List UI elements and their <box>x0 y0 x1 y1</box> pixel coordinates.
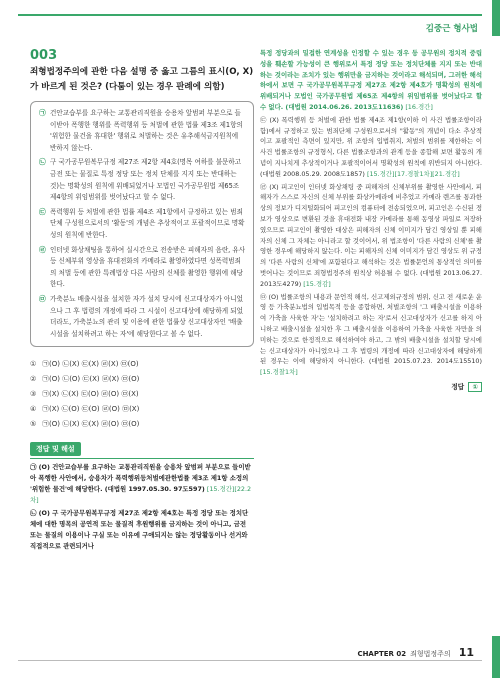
statement-text: 인터넷 화상채팅을 통하여 실시간으로 전송받은 피해자의 음란, 유사 등 신체부위 영상을 휴대전화의 카메라로 촬영하였다면 성폭력범죄의 처벌 등에 관한 특례법상 다른 사람의 신체를 촬영한 행위에 해당한다. <box>50 245 246 289</box>
statement-marker: ㉤ <box>39 294 46 303</box>
statement-text: 폭력행위 등 처벌에 관한 법률 제4조 제1항에서 규정하고 있는 범죄단체 구성원으로서의 '활동'의 개념은 추상적이고 포괄적이므로 명확성의 원칙에 반한다. <box>50 207 245 239</box>
statement-item <box>39 294 246 340</box>
explanation-paragraph <box>30 508 254 551</box>
answer-section-header: 정답 및 해설 <box>30 442 81 456</box>
footer-accent-stripe <box>492 636 500 678</box>
choice-text: ㉠(O) ㉡(X) ㉢(X) ㉣(O) ㉤(O) <box>42 420 140 429</box>
choice-text: ㉠(X) ㉡(O) ㉢(O) ㉣(O) ㉤(X) <box>42 405 140 414</box>
left-column <box>30 48 254 552</box>
question-text: 죄형법정주의에 관한 다음 설명 중 옳고 그름의 표시(O, X)가 바르게 된 것은? (다툼이 있는 경우 판례에 의함) <box>30 67 254 92</box>
exam-citation: [15.경감] <box>303 279 331 288</box>
exam-citation: [15.경간][22.2차] <box>30 484 252 504</box>
final-answer <box>260 382 482 393</box>
choice-option[interactable] <box>30 387 254 402</box>
choice-text: ㉠(O) ㉡(O) ㉢(X) ㉣(X) ㉤(O) <box>42 375 140 384</box>
exam-citation: [15.경찰1차] <box>260 368 298 377</box>
explanation-text: ㉢ (X) 폭력행위 등 처벌에 관한 법률 제4조 제1항(이하 이 사건 법률조항이라 함)에서 규정하고 있는 범죄단체 구성원으로서의 "활동"의 개념이 다소 추상적이고 포괄적인 측면이 있지만, 위 조항의 입법취지, 처벌의 범위를 제한하는 이 사건 법률조항의 규정형식, 다른 법률조항과의 관계 등을 종합해 보면 활동의 개념이 지나치게 추상적이거나 포괄적이어서 명확성의 원칙에 위반되지 아니한다. (대법원 2008.05.29. 2008도1857) <box>260 115 482 178</box>
choice-text: ㉠(O) ㉡(X) ㉢(X) ㉣(X) ㉤(O) <box>42 360 139 369</box>
page-number: 11 <box>458 646 474 659</box>
statement-marker: ㉢ <box>39 207 46 216</box>
explanation-text: ㉠ (O) 건안교습부를 요구하는 교통관리직원을 승용차 앞범퍼 부분으로 들이받아 폭행한 사안에서, 승용차가 폭력행위등처벌에관한법률 제3조 제1항 소정의 '위험한 물건'에 해당한다. (대법원 1997.05.30. 97도597) <box>30 463 251 493</box>
final-answer-label: 정답 <box>451 382 465 391</box>
statement-text: 건안교습부를 요구하는 교통관리직원을 승용차 앞범퍼 부분으로 들이받아 폭행한 행위를 폭력행위 등 처벌에 관한 법률 제3조 제1항의 '위험한 물건을 휴대한' 행위로 처벌하는 것은 유추해석금지원칙에 반하지 않는다. <box>50 109 243 152</box>
statements-box <box>30 101 254 347</box>
explanation-paragraph <box>260 48 482 113</box>
choice-number: ⑤ <box>30 420 37 429</box>
choice-number: ① <box>30 360 37 369</box>
final-answer-value: ① <box>468 382 482 392</box>
explanation-paragraph <box>260 292 482 378</box>
page-footer <box>357 646 474 659</box>
statement-item <box>39 108 246 154</box>
explanation-text: ㉤ (O) 법률조항의 내용과 문언적 해석, 신고제외규정의 범위, 신고 전 새로운 운영 등 가축분뇨법의 입법목적 등을 종합하면, 처벌조항의 '그 배출시설을 이용하여 가축을 사육한 자'는 '설치하려고 하는 자'로서 신고대상자가 신고를 하지 아니하고 배출시설을 설치한 후 그 배출시설을 이용하여 가축을 사육한 자만을 의미하는 것으로 한정적으로 해석하여야 하고, 그 밖의 배출시설을 설치할 당시에는 신고대상자가 아니었으나 그 후 법령의 개정에 따라 신고대상자에 해당하게 된 경우는 이에 해당하지 아니한다. (대법원 2015.07.23. 2014도15510) <box>260 292 482 366</box>
statement-item <box>39 157 246 203</box>
choice-option[interactable] <box>30 372 254 387</box>
statement-text: 가축분뇨 배출시설을 설치한 자가 설치 당시에 신고대상자가 아니었으나 그 후 법령의 개정에 따라 그 시설이 신고대상에 해당하게 되었더라도, 가축분뇨의 관리 및 이용에 관한 법률상 신고대상자인 '배출시설을 설치하려고 하는 자'에 해당한다고 볼 수 없다. <box>50 294 244 338</box>
choice-number: ② <box>30 375 37 384</box>
choice-number: ④ <box>30 405 37 414</box>
statement-item <box>39 245 246 291</box>
footer-chapter-title: 죄형법정주의 <box>410 650 451 658</box>
choice-number: ③ <box>30 390 37 399</box>
statement-marker: ㉠ <box>39 109 46 117</box>
explanation-paragraph <box>260 115 482 180</box>
header-accent-stripe <box>492 0 500 36</box>
footer-rule <box>18 660 482 661</box>
exam-citation: [16.경간] <box>405 102 433 111</box>
explanation-text: ㉡ (O) 구 국가공무원복무규정 제27조 제2항 제4호는 특정 정당 또는 정치단체에 대한 명목의 공연적 또는 물질적 후원행위를 금지하는 것이 아니고, 금전 또는 물질의 이용이나 구실 또는 이유에 구애되지는 않는 정당활동이나 선거와 직접적으로 관련되거나 <box>30 509 249 550</box>
statement-item <box>39 207 246 242</box>
explanation-paragraph <box>260 182 482 290</box>
explanation-text: 특정 정당과의 밀접한 연계성을 인정할 수 있는 경우 등 공무원의 정치적 중립성을 훼손할 가능성이 큰 행위로서 특정 정당 또는 정치단체를 지지 또는 반대하는 것이라는 조치가 있는 행위만을 금지하는 것이라고 해석되며, 그러한 해석 하에서 보면 구 국가공무원복무규정 제27조 제2항 제4호가 명확성의 원칙에 위배되거나 모법인 국가공무원법 제65조 제4항의 위임범위를 벗어났다고 할 수 없다. (대법원 2014.06.26. 2013도11636) <box>260 49 482 111</box>
statement-text: 구 국가공무원복무규정 제27조 제2항 제4호(명목 여하를 불문하고 금전 또는 물질로 특정 정당 또는 정치 단체를 지지 또는 반대하는 것)는 명확성의 원칙에 위배되었거나 모법인 국가공무원법 제65조 제4항의 위임범위를 벗어났다고 할 수 없다. <box>50 158 242 202</box>
footer-chapter: CHAPTER 02 <box>357 650 407 658</box>
answer-choices <box>30 357 254 432</box>
statement-marker: ㉡ <box>39 158 46 167</box>
header-rule <box>18 14 482 16</box>
explanation-paragraph <box>30 462 254 505</box>
right-column <box>260 48 482 393</box>
choice-option[interactable] <box>30 417 254 432</box>
choice-option[interactable] <box>30 402 254 417</box>
explanation-text: ㉣ (X) 피고인이 인터넷 화상채팅 중 피해자의 신체부위를 촬영한 사안에서, 피해자가 스스로 자신의 신체 부위를 화상카메라에 비추었고 카메라 렌즈를 통과한 상의 정보가 디지털화되어 피고인의 컴퓨터에 전송되었으며, 피고인은 수신된 정보가 영상으로 변환된 것을 휴대전화 내장 카메라를 통해 동영상 파일로 저장하였으므로 피고인이 촬영한 대상은 피해자의 신체 이미지가 담긴 영상일 뿐 피해자의 신체 그 자체는 아니라고 할 것이어서, 위 법조항이 '다른 사람의 신체'를 촬영한 경우에 해당하지 않는다. 이는 피해자의 신체 이미지가 담긴 영상도 위 규정의 '다른 사람의 신체'에 포함된다고 해석하는 것은 법률문언의 통상적인 의미를 벗어나는 것이므로 죄형법정주의 원칙상 허용될 수 없다. (대법원 2013.06.27. 2013도4279) <box>260 182 483 288</box>
choice-text: ㉠(X) ㉡(X) ㉢(O) ㉣(O) ㉤(X) <box>42 390 139 399</box>
statement-marker: ㉣ <box>39 245 46 254</box>
running-header-author: 김중근 형사법 <box>425 24 478 34</box>
question-number: 003 <box>30 48 58 63</box>
choice-option[interactable] <box>30 357 254 372</box>
exam-citation: [15.경간][17.경찰1차][21.경감] <box>366 169 460 178</box>
answer-section-rule <box>30 458 254 459</box>
